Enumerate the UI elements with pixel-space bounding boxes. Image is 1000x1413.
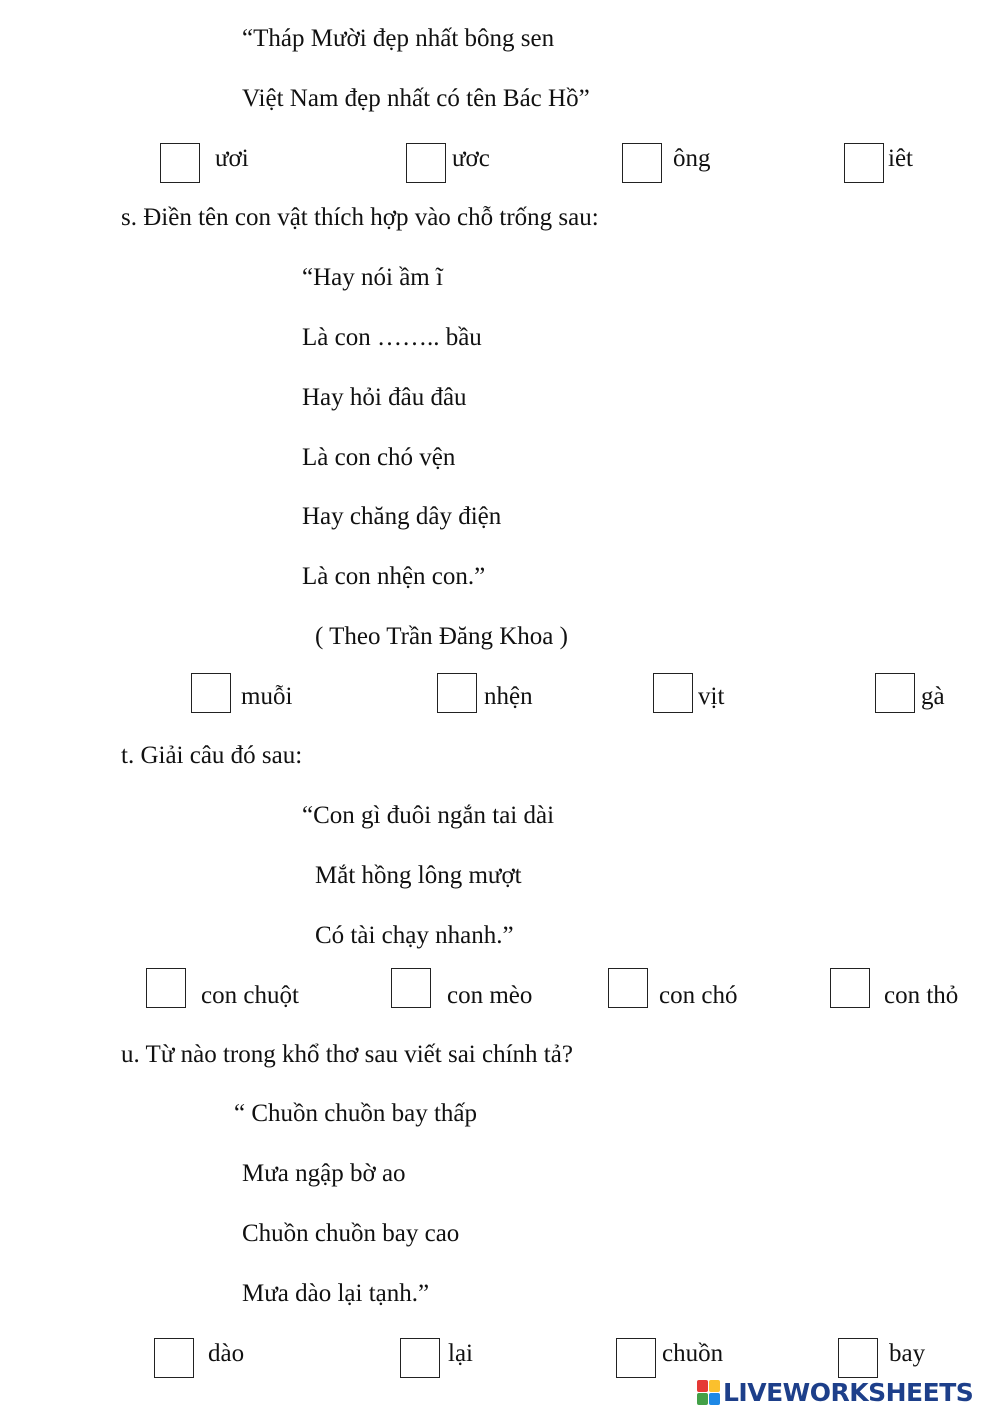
poem-line: Là con …….. bầu (302, 324, 482, 351)
answer-checkbox[interactable] (844, 143, 884, 183)
option-label: con mèo (447, 982, 533, 1009)
answer-checkbox[interactable] (437, 673, 477, 713)
option-label: con thỏ (884, 982, 959, 1009)
question-prompt: u. Từ nào trong khổ thơ sau viết sai chính tả? (121, 1041, 573, 1068)
riddle-line: Có tài chạy nhanh.” (315, 922, 514, 949)
poem-line: “Hay nói ầm ĩ (302, 264, 443, 291)
answer-checkbox[interactable] (616, 1338, 656, 1378)
option-label: con chuột (201, 982, 299, 1009)
question-prompt: t. Giải câu đó sau: (121, 742, 303, 769)
answer-checkbox[interactable] (838, 1338, 878, 1378)
riddle-line: Mắt hồng lông mượt (315, 862, 522, 889)
option-label: bay (889, 1340, 926, 1367)
answer-checkbox[interactable] (830, 968, 870, 1008)
answer-checkbox[interactable] (875, 673, 915, 713)
option-label: gà (921, 683, 945, 710)
answer-checkbox[interactable] (191, 673, 231, 713)
option-label: ươc (452, 145, 490, 172)
poem-line: Việt Nam đẹp nhất có tên Bác Hồ” (242, 85, 590, 112)
poem-line: “Tháp Mười đẹp nhất bông sen (242, 25, 555, 52)
riddle-line: “Con gì đuôi ngắn tai dài (302, 802, 555, 829)
answer-checkbox[interactable] (160, 143, 200, 183)
answer-checkbox[interactable] (146, 968, 186, 1008)
option-label: vịt (698, 683, 725, 710)
answer-checkbox[interactable] (406, 143, 446, 183)
poem-line: Là con nhện con.” (302, 563, 486, 590)
answer-checkbox[interactable] (622, 143, 662, 183)
poem-line: Là con chó vện (302, 444, 456, 471)
poem-line: Chuồn chuồn bay cao (242, 1220, 460, 1247)
poem-line: “ Chuồn chuồn bay thấp (234, 1100, 478, 1127)
watermark-text: LIVEWORKSHEETS (723, 1378, 974, 1407)
answer-checkbox[interactable] (400, 1338, 440, 1378)
option-label: con chó (659, 982, 738, 1009)
option-label: chuồn (662, 1340, 724, 1367)
option-label: ông (673, 145, 711, 172)
liveworksheets-logo (697, 1378, 973, 1408)
option-label: dào (208, 1340, 245, 1367)
option-label: lại (448, 1340, 473, 1367)
poem-line: Mưa ngập bờ ao (242, 1160, 406, 1187)
option-label: nhện (484, 683, 533, 710)
poem-source: ( Theo Trần Đăng Khoa ) (315, 623, 568, 650)
answer-checkbox[interactable] (154, 1338, 194, 1378)
answer-checkbox[interactable] (391, 968, 431, 1008)
poem-line: Mưa dào lại tạnh.” (242, 1280, 430, 1307)
answer-checkbox[interactable] (653, 673, 693, 713)
option-label: muỗi (241, 683, 293, 710)
option-label: iêt (888, 145, 913, 172)
poem-line: Hay chăng dây điện (302, 503, 502, 530)
question-prompt: s. Điền tên con vật thích hợp vào chỗ trống sau: (121, 204, 599, 231)
liveworksheets-mark-icon (697, 1380, 721, 1406)
poem-line: Hay hỏi đâu đâu (302, 384, 467, 411)
option-label: ươi (215, 145, 249, 172)
answer-checkbox[interactable] (608, 968, 648, 1008)
